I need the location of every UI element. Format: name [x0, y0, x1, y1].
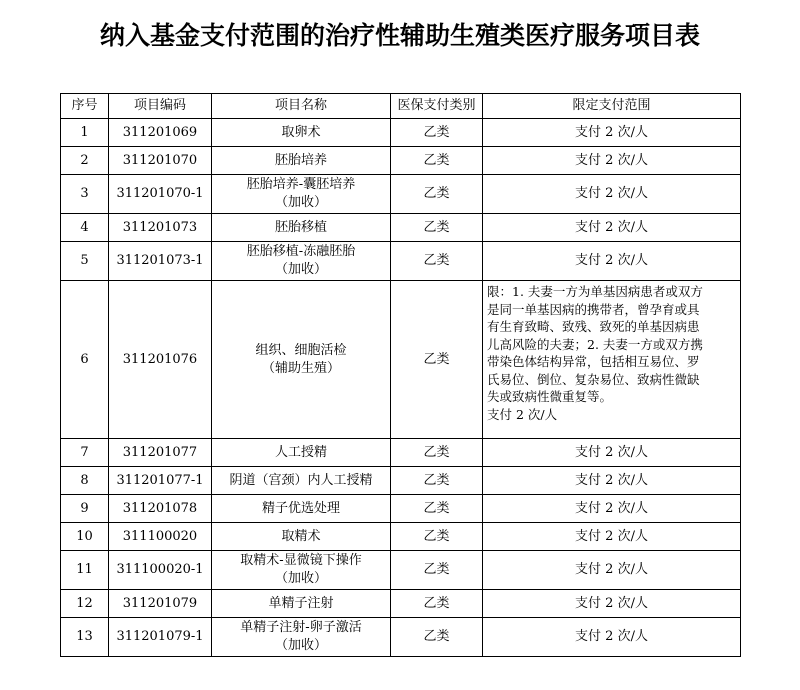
cell-name-line: 取精术-显微镜下操作: [240, 553, 362, 568]
cell-scope: [483, 439, 741, 467]
cell-category: 乙类: [391, 119, 483, 147]
cell-name-line: （加收）: [274, 571, 327, 586]
cell-no: 11: [61, 551, 109, 590]
cell-name: [212, 590, 391, 618]
cell-name-line: 精子优选处理: [261, 500, 340, 516]
cell-scope-line: 氏易位、倒位、复杂易位、致病性微缺: [487, 371, 700, 387]
table-row: [61, 495, 741, 523]
cell-name-line: 胚胎培养-囊胚培养: [246, 177, 356, 192]
cell-category: 乙类: [391, 242, 483, 281]
cell-scope-line: 儿高风险的夫妻；2. 夫妻一方或双方携: [487, 336, 703, 352]
table-row: [61, 242, 741, 281]
cell-no: 9: [61, 495, 109, 523]
cell-scope: [483, 495, 741, 523]
cell-scope: [483, 175, 741, 214]
cell-code: 311201073-1: [109, 242, 212, 281]
cell-name: [212, 147, 391, 175]
cell-category: 乙类: [391, 523, 483, 551]
cell-name: [212, 242, 391, 281]
cell-scope-line: 支付 2 次/人: [575, 472, 648, 488]
cell-no: 8: [61, 467, 109, 495]
header-no: 序号: [61, 94, 109, 119]
header-name: 项目名称: [212, 94, 391, 119]
cell-no: 6: [61, 281, 109, 439]
cell-category: 乙类: [391, 618, 483, 657]
cell-code: 311201070-1: [109, 175, 212, 214]
cell-scope-line: 支付 2 次/人: [487, 406, 558, 422]
cell-no: 3: [61, 175, 109, 214]
cell-name-line: （辅助生殖）: [261, 360, 340, 376]
cell-scope-line: 支付 2 次/人: [575, 253, 648, 268]
table-row: [61, 618, 741, 657]
cell-name-line: 单精子注射-卵子激活: [240, 620, 362, 635]
cell-code: 311201079: [109, 590, 212, 618]
cell-no: 4: [61, 214, 109, 242]
cell-name: [212, 214, 391, 242]
cell-no: 7: [61, 439, 109, 467]
cell-scope-line: 支付 2 次/人: [575, 562, 648, 577]
cell-category: 乙类: [391, 590, 483, 618]
table-row: [61, 175, 741, 214]
cell-no: 2: [61, 147, 109, 175]
cell-scope-line: 支付 2 次/人: [575, 186, 648, 201]
cell-no: 1: [61, 119, 109, 147]
header-scope: 限定支付范围: [483, 94, 741, 119]
cell-scope: [483, 523, 741, 551]
cell-scope-line: 支付 2 次/人: [575, 219, 648, 235]
cell-scope-line: 有生育致畸、致残、致死的单基因病患: [487, 319, 700, 334]
cell-scope-line: 是同一单基因病的携带者，曾孕育或具: [487, 301, 700, 317]
cell-name-line: 组织、细胞活检: [255, 342, 347, 358]
table-row: [61, 590, 741, 618]
cell-scope-line: 支付 2 次/人: [575, 152, 648, 168]
cell-scope-line: 支付 2 次/人: [575, 528, 648, 544]
cell-name: [212, 467, 391, 495]
cell-scope-line: 限：1. 夫妻一方为单基因病患者或双方: [487, 284, 703, 299]
cell-category: 乙类: [391, 467, 483, 495]
cell-no: 5: [61, 242, 109, 281]
table-row: [61, 467, 741, 495]
cell-scope-line: 失或致病性微重复等。: [487, 389, 613, 404]
table-row: [61, 523, 741, 551]
cell-scope: [483, 618, 741, 657]
cell-category: 乙类: [391, 439, 483, 467]
table-row: [61, 551, 741, 590]
cell-name: [212, 119, 391, 147]
cell-code: 311201076: [109, 281, 212, 439]
cell-no: 13: [61, 618, 109, 657]
header-category: 医保支付类别: [391, 94, 483, 119]
cell-scope: [483, 590, 741, 618]
cell-name-line: 阴道（宫颈）内人工授精: [229, 472, 373, 488]
cell-name: [212, 281, 391, 439]
cell-code: 311201069: [109, 119, 212, 147]
cell-name-line: 人工授精: [274, 444, 327, 460]
cell-scope-line: 支付 2 次/人: [575, 444, 648, 460]
cell-scope: [483, 242, 741, 281]
table-row: [61, 119, 741, 147]
cell-scope-line: 支付 2 次/人: [575, 629, 648, 644]
cell-name-line: 胚胎移植-冻融胚胎: [246, 244, 356, 259]
cell-category: 乙类: [391, 495, 483, 523]
cell-category: 乙类: [391, 214, 483, 242]
cell-name-line: （加收）: [274, 195, 327, 210]
cell-code: 311201079-1: [109, 618, 212, 657]
cell-name: [212, 551, 391, 590]
cell-category: 乙类: [391, 281, 483, 439]
cell-name-line: （加收）: [274, 262, 327, 277]
table-header-row: [61, 94, 741, 119]
cell-category: 乙类: [391, 147, 483, 175]
cell-code: 311201077-1: [109, 467, 212, 495]
cell-scope: [483, 467, 741, 495]
table-row: [61, 281, 741, 439]
cell-code: 311201070: [109, 147, 212, 175]
cell-code: 311201078: [109, 495, 212, 523]
cell-name: [212, 439, 391, 467]
page-title: 纳入基金支付范围的治疗性辅助生殖类医疗服务项目表: [99, 21, 700, 50]
cell-name-line: 胚胎移植: [274, 219, 327, 235]
cell-scope: [483, 214, 741, 242]
cell-code: 311201073: [109, 214, 212, 242]
cell-no: 10: [61, 523, 109, 551]
cell-scope: [483, 119, 741, 147]
cell-category: 乙类: [391, 551, 483, 590]
cell-scope-line: 带染色体结构异常，包括相互易位、罗: [487, 354, 700, 369]
header-code: 项目编码: [109, 94, 212, 119]
cell-name-line: 单精子注射: [268, 595, 334, 611]
cell-name-line: 取精术: [281, 528, 321, 544]
cell-name: [212, 618, 391, 657]
cell-category: 乙类: [391, 175, 483, 214]
cell-name: [212, 175, 391, 214]
cell-scope: [483, 551, 741, 590]
cell-code: 311100020: [109, 523, 212, 551]
cell-scope-line: 支付 2 次/人: [575, 595, 648, 611]
cell-scope: [483, 281, 741, 439]
cell-name-line: 取卵术: [281, 124, 321, 140]
table-row: [61, 214, 741, 242]
cell-name-line: （加收）: [274, 638, 327, 653]
table-row: [61, 439, 741, 467]
service-items-table: [60, 93, 741, 657]
cell-scope: [483, 147, 741, 175]
cell-no: 12: [61, 590, 109, 618]
cell-code: 311201077: [109, 439, 212, 467]
cell-name: [212, 523, 391, 551]
cell-scope-line: 支付 2 次/人: [575, 124, 648, 140]
cell-code: 311100020-1: [109, 551, 212, 590]
table-body: [61, 119, 741, 657]
cell-name-line: 胚胎培养: [274, 152, 327, 168]
cell-name: [212, 495, 391, 523]
table-row: [61, 147, 741, 175]
cell-scope-line: 支付 2 次/人: [575, 500, 648, 516]
